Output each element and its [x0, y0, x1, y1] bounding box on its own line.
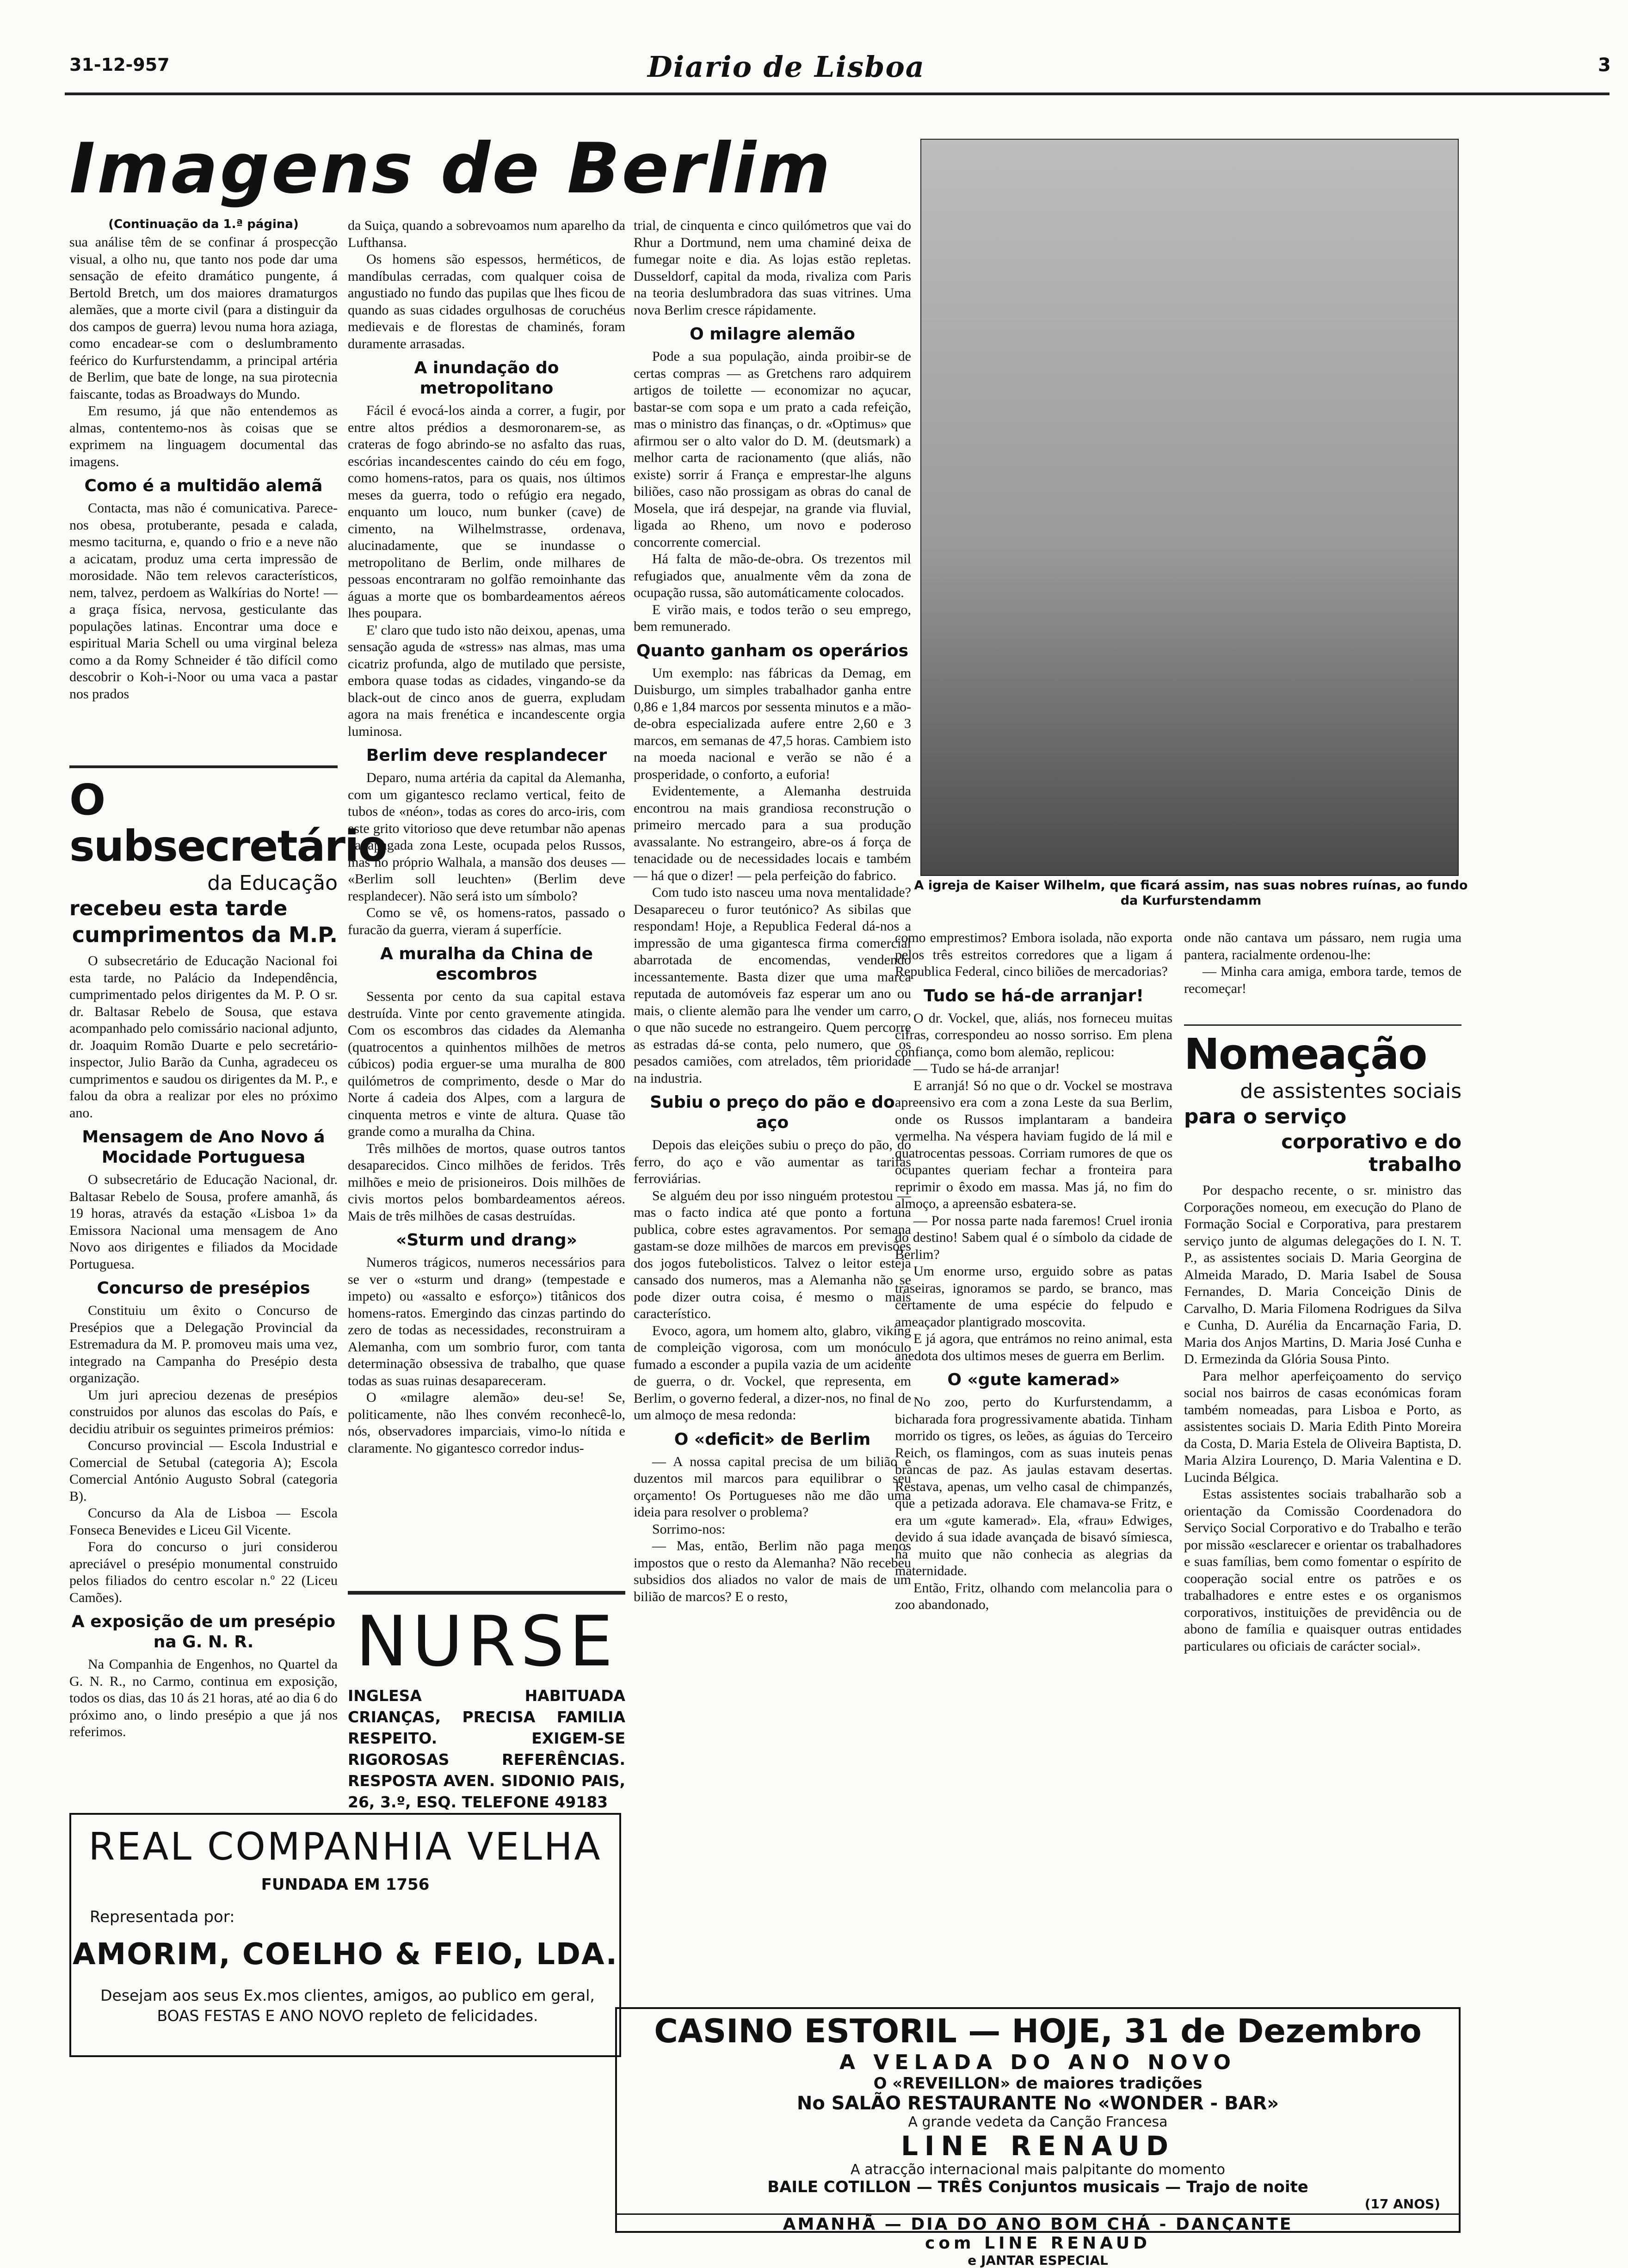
real-ad-wishes: Desejam aos seus Ex.mos clientes, amigos, ao publico em geral, BOAS FESTAS E ANO NOVO repleto de felicidades. — [100, 1986, 595, 2025]
nurse-ad-title: NURSE — [355, 1602, 618, 1682]
header-rule — [65, 92, 1610, 95]
nomeacao-article — [1184, 1031, 1462, 1998]
paragraph: Sessenta por cento da sua capital estava destruída. Vinte por cento gravemente atingida. Com os escombros das cidades da Alemanha (quatrocentos a quinhentos milhões de metros cúbicos) podia erguer-se uma muralha de 800 quilómetros de comprimento, desde o Mar do Norte á cadeia dos Alpes, com a largura de cinquenta metros e vinte de altura. Quase tão grande como a muralha da China. — [348, 989, 625, 1139]
paragraph: Evidentemente, a Alemanha destruida encontrou na mais grandiosa reconstrução o primeiro mercado para a sua produção avassalante. No estrangeiro, abre-os á força de tenacidade ou de necessidades locais e também — há que o dizer! — pela perfeição do fabrico. — [634, 783, 911, 883]
paragraph: Como se vê, os homens-ratos, passado o furacão da guerra, vieram á superfície. — [348, 905, 625, 937]
paragraph: Contacta, mas não é comunicativa. Parece-nos obesa, protuberante, pesada e calada, mesmo taciturna, e, quando o frio e a neve não a acicatam, produz uma certa impressão de morosidade. Não tem relevos característicos, nem, talvez, perdoem as Walkírias do Norte! — a graça física, nervosa, gesticulante das populações latinas. Encontrar uma doce e espiritual Maria Schell ou uma virginal beleza como a da Romy Schneider é tão difícil como descobrir o Koh-i-Noor ou uma vaca a pastar nos prados — [69, 500, 338, 702]
casino-line: O «REVEILLON» de maiores tradições — [873, 2074, 1202, 2093]
subsec-title-4: cumprimentos da M.P. — [72, 922, 338, 947]
paragraph: trial, de cinquenta e cinco quilómetros que vai do Rhur a Dortmund, nem uma chaminé deixa de fumegar noite e dia. As lojas estão repletas. Dusseldorf, capital da moda, rivaliza com Paris na teoria deslumbradora das suas vitrines. Uma nova Berlim cresce rápidamente. — [634, 218, 911, 318]
paragraph: Deparo, numa artéria da capital da Alemanha, com um gigantesco reclamo vertical, feito de tubos de «néon», todas as cores do arco-iris, com este grito vitorioso que deve retumbar não apenas na apagada zona Leste, ocupada pelos Russos, mas no próprio Walhala, a mansão dos deuses — «Berlim soll leuchten» (Berlim deve resplandecer). Não será isto um símbolo? — [348, 770, 625, 904]
paragraph: Sorrimo-nos: — [652, 1521, 726, 1537]
nomeacao-title-3: para o serviço — [1184, 1105, 1347, 1128]
article-column-1 — [69, 217, 338, 763]
paragraph: Um juri apreciou dezenas de presépios construidos por alunos das escolas do País, e decidiu atribuir os seguintes primeiros prémios: — [69, 1387, 338, 1436]
paragraph: Fora do concurso o juri considerou apreciável o presépio monumental construido pelos filiados do centro escolar n.º 22 (Liceu Camões). — [69, 1539, 338, 1605]
paragraph: Concurso provincial — Escola Industrial e Comercial de Setubal (categoria A); Escola Comercial António Augusto Sobral (categoria B). — [69, 1438, 338, 1504]
article-title: Imagens de Berlim — [69, 129, 832, 209]
casino-line: LINE RENAUD — [900, 2130, 1175, 2162]
paragraph: Na Companhia de Engenhos, no Quartel da G. N. R., no Carmo, continua em exposição, todos os dias, das 10 ás 21 horas, até ao dia 6 do próximo ano, o lindo presépio a que já nos referimos. — [69, 1657, 338, 1739]
paragraph: onde não cantava um pássaro, nem rugia uma pantera, racialmente ordenou-lhe: — [1184, 930, 1462, 962]
column-rule — [1184, 1024, 1462, 1026]
subsec-title-2: da Educação — [207, 871, 338, 895]
paragraph: Um enorme urso, erguido sobre as patas traseiras, ignoramos se pardo, se branco, mas certamente de uma espécie do felpudo e ameaçador plantigrado moscovita. — [895, 1263, 1172, 1330]
paragraph: E já agora, que entrámos no reino animal, esta anedota dos ultimos meses de guerra em Berlim. — [895, 1331, 1172, 1363]
paragraph: Depois das eleições subiu o preço do pão, do ferro, do aço e vão aumentar as tarifas ferroviárias. — [634, 1137, 911, 1186]
paragraph: O dr. Vockel, que, aliás, nos forneceu muitas cifras, correspondeu ao nosso sorriso. Em plena confiança, como bom alemão, replicou: — [895, 1010, 1172, 1060]
subheading: O «deficit» de Berlim — [674, 1430, 871, 1449]
casino-title: CASINO ESTORIL — HOJE, 31 de Dezembro — [654, 2012, 1422, 2050]
real-ad-title: REAL COMPANHIA VELHA — [88, 1825, 602, 1869]
casino-line: A VELADA DO ANO NOVO — [839, 2051, 1237, 2074]
paragraph: E arranjá! Só no que o dr. Vockel se mostrava apreensivo era com a zona Leste da sua Berlim, onde os Russos implantaram a bandeira vermelha. Na véspera haviam fugido de lá mil e quatrocentas pessoas. Corriam rumores de que os ocupantes queriam fechar a fronteira para reprimir o êxodo em massa. Mas já, no fim do almoço, a apreensão esbatera-se. — [895, 1078, 1172, 1211]
paragraph: Um exemplo: nas fábricas da Demag, em Duisburgo, um simples trabalhador ganha entre 0,86 e 1,84 marcos por sessenta minutos e a mão-de-obra especializada aufere entre 2,60 e 3 marcos, em semanas de 47,5 horas. Cambiem isto na moeda nacional e verão se não é a prosperidade, o conforto, a euforia! — [634, 665, 911, 782]
article-column-5 — [1184, 930, 1462, 1022]
real-companhia-ad — [69, 1813, 621, 2057]
paragraph: Para melhor aperfeiçoamento do serviço social nos bairros de casas económicas foram também nomeadas, para Lisboa e Porto, as assistentes sociais D. Maria Edith Pinto Moreira da Costa, D. Maria Estela de Oliveira Baptista, D. Maria Alzira Lourenço, D. Maria Valentina e D. Lucinda Bélgica. — [1184, 1368, 1462, 1485]
casino-line: com LINE RENAUD — [925, 2234, 1151, 2253]
ad-rule — [348, 1591, 625, 1595]
paragraph: Concurso da Ala de Lisboa — Escola Fonseca Benevides e Liceu Gil Vicente. — [69, 1505, 338, 1538]
paragraph: Os homens são espessos, herméticos, de mandíbulas cerradas, com qualquer coisa de angustiado no fundo das pupilas que lhes ficou de quando as suas cidades orgulhosas de coruchéus medievais e de florestas de chaminés, foram duramente arrasadas. — [348, 252, 625, 351]
paragraph: Por despacho recente, o sr. ministro das Corporações nomeou, em execução do Plano de Formação Social e Corporativa, para prestarem serviço junto de algumas delegações do I. N. T. P., as assistentes sociais D. Maria Georgina de Almeida Marado, D. Maria Isabel de Sousa Fernandes, D. Maria Conceição Dinis de Carvalho, D. Maria Filomena Rodrigues da Silva e Cunha, D. Aurélia da Encarnação Faria, D. Maria dos Anjos Martins, D. Maria José Cunha e D. Ermezinda da Glória Sousa Pinto. — [1184, 1183, 1462, 1367]
subheading: Berlim deve resplandecer — [366, 746, 607, 765]
subheading: A inundação do metropolitano — [414, 358, 559, 398]
paragraph: E' claro que tudo isto não deixou, apenas, uma sensação aguda de «stress» nas almas, mas uma cicatriz profunda, algo de mutilado que persiste, embora quase todas as cidades, vingando-se da black-out de cinco anos de guerra, expludam agora na mais frenética e incandescente orgia luminosa. — [348, 622, 625, 739]
nomeacao-title-4: corporativo e do trabalho — [1281, 1130, 1462, 1176]
subsec-title: O subsecretário — [69, 775, 387, 871]
casino-line: BAILE COTILLON — TRÊS Conjuntos musicais — Trajo de noite — [767, 2178, 1308, 2196]
article-column-3 — [634, 217, 911, 1998]
subsecretario-article — [69, 775, 387, 1827]
subheading: Subiu o preço do pão e do aço — [650, 1093, 895, 1132]
subsec-title-3: recebeu esta tarde — [69, 897, 288, 920]
subheading: Mensagem de Ano Novo á Mocidade Portuguesa — [82, 1128, 325, 1167]
page-number: 3 — [1598, 55, 1611, 76]
subheading: A muralha da China de escombros — [380, 944, 593, 984]
casino-line: e JANTAR ESPECIAL — [968, 2253, 1108, 2268]
paragraph: sua análise têm de se confinar á prospecção visual, a olho nu, que tanto nos pode dar uma sensação de efeito dramático pungente, á Bertold Bretch, um dos maiores dramaturgos alemães, que a morte civil (para a distinguir da dos campos de guerra) levou numa hora aziaga, como encadear-se com o deslumbramento feérico do Kurfurstendamm, a principal artéria de Berlim, que bate de longe, na sua pirotecnia faiscante, todas as Broadways do Mundo. — [69, 234, 338, 402]
casino-estoril-ad — [615, 2007, 1461, 2268]
nomeacao-title: Nomeação — [1184, 1029, 1427, 1079]
paragraph: Em resumo, já que não entendemos as almas, contentemo-nos às coisas que se exprimem na linguagem documental das imagens. — [69, 403, 338, 469]
paragraph: Então, Fritz, olhando com melancolia para o zoo abandonado, — [895, 1580, 1172, 1612]
paragraph: — Tudo se há-de arranjar! — [913, 1061, 1060, 1076]
nurse-ad-text: INGLESA HABITUADA CRIANÇAS, PRECISA FAMILIA RESPEITO. EXIGEM-SE RIGOROSAS REFERÊNCIAS. RESPOSTA AVEN. SIDONIO PAIS, 26, 3.º, ESQ. TELEFONE 49183 — [348, 1687, 625, 1811]
continuation-note: (Continuação da 1.ª página) — [108, 217, 299, 231]
paragraph: E virão mais, e todos terão o seu emprego, bem remunerado. — [634, 602, 911, 634]
subheading: O milagre alemão — [690, 325, 855, 344]
section-rule — [69, 765, 338, 768]
paragraph: — Minha cara amiga, embora tarde, temos de recomeçar! — [1184, 964, 1462, 996]
subheading: Concurso de presépios — [97, 1279, 310, 1298]
paragraph: — Por nossa parte nada faremos! Cruel ironia do destino! Sabem qual é o símbolo da cidade de Berlim? — [895, 1213, 1172, 1262]
paragraph: O subsecretário de Educação Nacional, dr. Baltasar Rebelo de Sousa, profere amanhã, ás 19 horas, através da estação «Lisboa 1» da Emissora Nacional uma mensagem de Ano Novo aos dirigentes e filiados da Mocidade Portuguesa. — [69, 1172, 338, 1272]
newspaper-masthead: Diario de Lisboa — [648, 50, 925, 84]
subheading: Como é a multidão alemã — [84, 476, 323, 495]
subheading: Quanto ganham os operários — [636, 641, 909, 660]
article-column-4 — [895, 930, 1172, 1998]
paragraph: Constituiu um êxito o Concurso de Presépios que a Delegação Provincial da Estremadura da M. P. promoveu mais uma vez, integrado na Campanha do Presépio desta organização. — [69, 1303, 338, 1386]
paragraph: Pode a sua população, ainda proibir-se de certas compras — as Gretchens raro adquirem artigos de toilette — economizar no açucar, bastar-se com sopa e um prato a cada refeição, mas o ministro das finanças, o dr. «Optimus» que afirmou ser o alto valor do D. M. (deutsmark) a melhor carta de racionamento (que aliás, não existe) sorrir á França e emprestar-lhe alguns biliões, caso não prossigam as obras do canal de Mosela, que irá despejar, na grande via fluvial, ligada ao Rheno, um novo e poderoso concorrente comercial. — [634, 349, 911, 550]
subheading: A exposição de um presépio na G. N. R. — [71, 1612, 336, 1652]
nurse-ad — [348, 1602, 625, 1811]
casino-line: A grande vedeta da Canção Francesa — [908, 2114, 1168, 2130]
subheading: O «gute kamerad» — [947, 1370, 1120, 1389]
paragraph: Numeros trágicos, numeros necessários para se ver o «sturm und drang» (tempestade e impeto) ou «assalto e esforço») titânicos dos homens-ratos. Emergindo das cinzas partindo do zero de todas as necessidades, reconstruiram a Alemanha, com um sombrio furor, com tanta determinação obsessiva de trabalho, que quase todas as suas ruinas desapareceram. — [348, 1255, 625, 1388]
paragraph: Se alguém deu por isso ninguém protestou — mas o facto indica até que ponto a fortuna publica, cobre estes agravamentos. Por semana gastam-se doze milhões de marcos em previsões dos jogos futebolisticos. Talvez o leitor esteja cansado dos numeros, mas a Alemanha não se pode dizer outra coisa, é mesmo o mais característico. — [634, 1188, 911, 1321]
photo-caption: A igreja de Kaiser Wilhelm, que ficará assim, nas suas nobres ruínas, ao fundo da Kurfurstendamm — [914, 878, 1468, 908]
real-ad-founded: FUNDADA EM 1756 — [261, 1875, 430, 1894]
paragraph: da Suiça, quando a sobrevoamos num aparelho da Lufthansa. — [348, 218, 625, 250]
subheading: Tudo se há-de arranjar! — [924, 986, 1144, 1005]
nomeacao-title-2: de assistentes sociais — [1240, 1079, 1462, 1103]
paragraph: Três milhões de mortos, quase outros tantos desaparecidos. Cinco milhões de feridos. Três milhões e meio de prisioneiros. Dois milhões de civis mortos pelos bombardeamentos aéreos. Mais de três milhões de casas destruídas. — [348, 1140, 625, 1224]
paragraph: Com tudo isto nasceu uma nova mentalidade? Desapareceu o furor teutónico? As sibilas que respondam! Hoje, a Republica Federal dá-nos a impressão de uma gigantesca firma comercial abarrotada de encomendas, vendendo incessantemente. Basta dizer que uma marca reputada de automóveis faz esperar um ano ou mais, o cliente alemão para lhe vender um carro, o que não sucede no estrangeiro. Quem percorre as estradas dá-se conta, pelo numero, que os pesados camiões, com atrelados, têm prioridade na industria. — [634, 885, 911, 1086]
casino-line: AMANHÃ — DIA DO ANO BOM CHÁ - DANÇANTE — [783, 2215, 1293, 2234]
paragraph: como emprestimos? Embora isolada, não exporta pelos três estreitos corredores que a ligam á Republica Federal, cinco biliões de mercadorias? — [895, 930, 1172, 979]
casino-line: (17 ANOS) — [1364, 2196, 1440, 2212]
paragraph: O subsecretário de Educação Nacional foi esta tarde, no Palácio da Independência, cumprimentado pelos dirigentes da M. P. O sr. dr. Baltasar Rebelo de Sousa, que estava acompanhado pelo comissário nacional adjunto, dr. Joaquim Romão Duarte e pelo secretário-inspector, Julio Barão da Cunha, agradeceu os cumprimentos e saudou os dirigentes da M. P., e falou da obra a realizar por eles no próximo ano. — [69, 953, 338, 1121]
paragraph: O «milagre alemão» deu-se! Se, politicamente, não lhes convém reconhecê-lo, nós, observadores imparciais, vimo-lo nítida e claramente. No gigantesco corredor indus- — [348, 1390, 625, 1456]
article-column-2 — [348, 217, 625, 1586]
real-ad-company: AMORIM, COELHO & FEIO, LDA. — [73, 1937, 618, 1972]
church-photo — [920, 139, 1459, 876]
issue-date: 31-12-957 — [69, 55, 170, 75]
casino-line: A atracção internacional mais palpitante do momento — [851, 2162, 1225, 2178]
paragraph: No zoo, perto do Kurfurstendamm, a bicharada fora progressivamente abatida. Tinham morrido os tigres, os leões, as águias do Terceiro Reich, os flamingos, com as suas inuteis penas brancas de paz. As jaulas estavam desertas. Restava, apenas, um velho casal de chimpanzés, que a petizada adorava. Ele chamava-se Fritz, e era um «gute kamerad». Ela, «frau» Edwiges, devido á sua idade avançada de bisavó símiesca, há muito que não conhecia as alegrias da maternidade. — [895, 1394, 1172, 1578]
subheading: «Sturm und drang» — [396, 1231, 577, 1250]
casino-line: No SALÃO RESTAURANTE No «WONDER - BAR» — [796, 2093, 1279, 2114]
paragraph: Evoco, agora, um homem alto, glabro, viking de compleição vigorosa, com um monóculo fumado a esconder a pupila vazia de um acidente de guerra, o dr. Vockel, que representa, em Berlim, o governo federal, a dizer-nos, no final de um almoço de mesa redonda: — [634, 1323, 912, 1423]
paragraph: — Mas, então, Berlim não paga menos impostos que o resto da Alemanha? Não recebeu subsidios dos aliados no valor de mais de um bilião de marcos? E o resto, — [634, 1538, 911, 1604]
paragraph: — A nossa capital precisa de um bilião e duzentos mil marcos para equilibrar o seu orçamento! Os Portugueses não me dão uma ideia para resolver o problema? — [634, 1454, 911, 1520]
paragraph: Estas assistentes sociais trabalharão sob a orientação da Comissão Coordenadora do Serviço Social Corporativo e do Trabalho e terão por missão «esclarecer e orientar os trabalhadores e suas famílias, bem como fomentar o espírito de cooperação social entre os patrões e os trabalhadores e entre estes e os organismos corporativos, instituições de previdência ou de abono de família e quaisquer outras entidades particulares ou oficiais de carácter social». — [1184, 1486, 1462, 1654]
real-ad-rep: Representada por: — [90, 1908, 235, 1926]
paragraph: Fácil é evocá-los ainda a correr, a fugir, por entre altos prédios a desmoronarem-se, as crateras de fogo abrindo-se no asfalto das ruas, escórias incandescentes caindo do céu em fogo, como homens-ratos, para os quais, nos últimos meses da guerra, todo o refúgio era negado, enquanto um louco, num bunker (cave) de cimento, na Wilhelmstrasse, ordenava, alucinadamente, que se inundasse o metropolitano de Berlim, onde milhares de pessoas encontraram no golfão remoinhante das águas a morte que os bombardeamentos aéreos lhes poupara. — [348, 403, 625, 621]
paragraph: Há falta de mão-de-obra. Os trezentos mil refugiados que, anualmente vêm da zona de ocupação russa, são automáticamente colocados. — [634, 551, 911, 600]
